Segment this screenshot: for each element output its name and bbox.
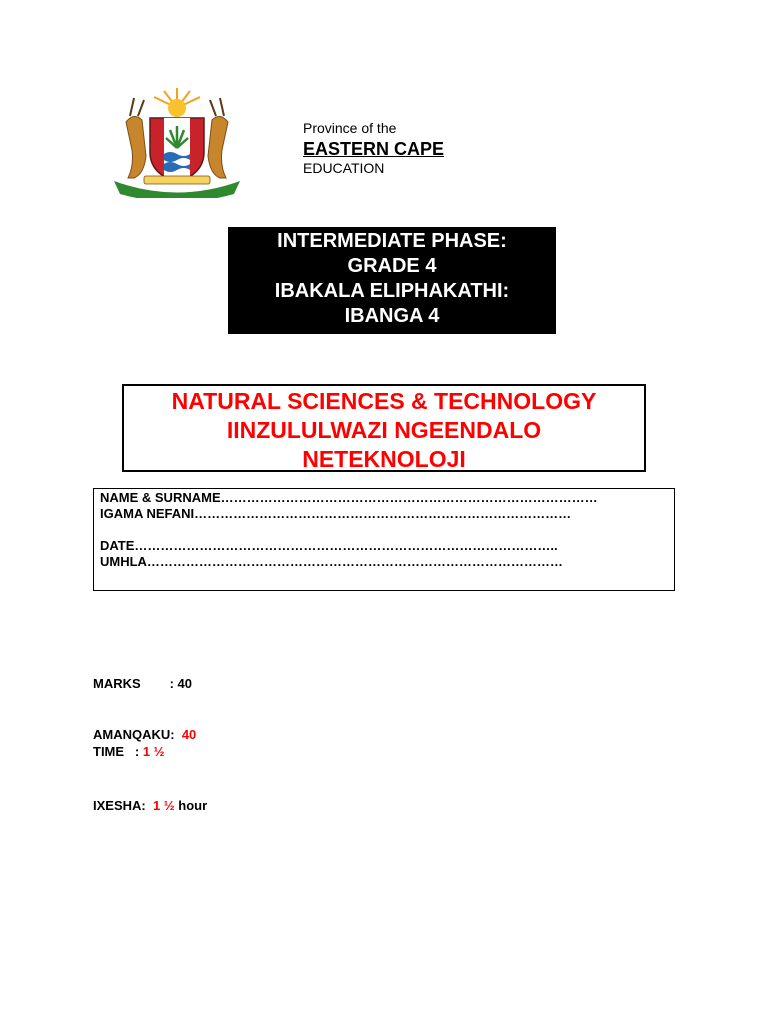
province-prefix: Province of the	[303, 120, 397, 136]
spacer	[100, 522, 674, 538]
amanqaku-label: AMANQAKU:	[93, 727, 182, 742]
ixesha-value: 1 ½	[152, 798, 175, 813]
subject-line: NETEKNOLOJI	[302, 446, 466, 472]
time-label: TIME	[93, 744, 135, 759]
learner-info-box	[93, 488, 675, 591]
igama-nefani-field[interactable]: IGAMA NEFANI……………………………………………………………………………	[100, 506, 572, 521]
umhla-field[interactable]: UMHLA……………………………………………………………………………………	[100, 554, 563, 569]
phase-line: INTERMEDIATE PHASE:	[277, 230, 507, 252]
ixesha-label: IXESHA:	[93, 798, 153, 813]
amanqaku-value: 40	[181, 727, 197, 742]
department-name: EDUCATION	[303, 160, 385, 176]
phase-line: GRADE 4	[347, 255, 437, 277]
subject-line: IINZULULWAZI NGEENDALO	[226, 417, 542, 443]
phase-line: IBANGA 4	[344, 305, 440, 327]
phase-grade-box	[228, 227, 556, 334]
time-separator: :	[134, 744, 143, 759]
subject-line: NATURAL SCIENCES & TECHNOLOGY	[171, 388, 597, 414]
date-field[interactable]: DATE……………………………………………………………………………………..	[100, 538, 558, 553]
time-value: 1 ½	[142, 744, 165, 759]
marks-label: MARKS	[93, 676, 170, 691]
province-name: EASTERN CAPE	[303, 139, 445, 159]
province-heading	[303, 121, 444, 175]
subject-title-box	[122, 384, 646, 472]
time-row-xh	[93, 797, 207, 815]
eastern-cape-coat-of-arms-icon	[104, 86, 250, 198]
name-surname-field[interactable]: NAME & SURNAME……………………………………………………………………………	[100, 490, 598, 505]
phase-line: IBAKALA ELIPHAKATHI:	[274, 280, 510, 302]
marks-row-en	[93, 675, 196, 692]
time-row-en	[93, 743, 207, 761]
ixesha-unit: hour	[174, 798, 208, 813]
time-block	[93, 707, 207, 833]
marks-value: : 40	[169, 676, 192, 691]
